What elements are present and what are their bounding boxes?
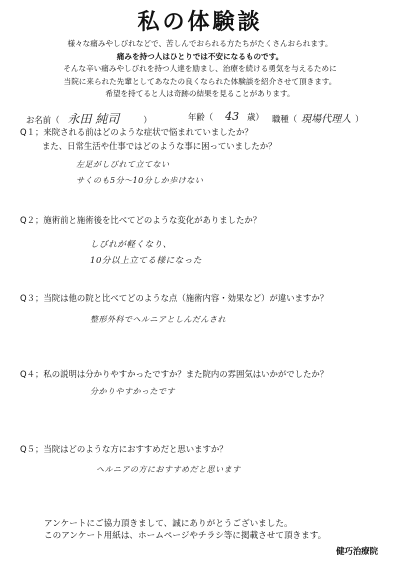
name-field xyxy=(26,110,152,127)
name-close: ） xyxy=(143,115,152,125)
answer-line: 10分以上立てる様になった xyxy=(90,256,202,266)
intro-text xyxy=(20,38,380,101)
question-5 xyxy=(20,443,228,457)
answer-line: 左足がしびれて立てない xyxy=(76,160,170,169)
footer-line: このアンケート用紙は、ホームページやチラシ等に掲載させて頂きます。 xyxy=(44,531,327,541)
job-value: 現場代理人 xyxy=(301,114,352,125)
question-text: 当院はどのような方におすすめだと思いますか？ xyxy=(43,444,228,454)
answer-line: 整形外科でヘルニアとしんだんされ xyxy=(90,315,226,324)
answer-2 xyxy=(90,237,202,269)
question-number: Q３； xyxy=(20,293,44,303)
name-label: お名前（ xyxy=(26,115,60,125)
job-label: 職種（ xyxy=(272,114,298,124)
intro-line: 痛みを持つ人はひとりでは不安になるものです。 xyxy=(116,51,284,61)
footer-line: アンケートにご協力頂きまして、誠にありがとうございました。 xyxy=(44,519,293,529)
question-text: 施術前と施術後を比べてどのような変化がありましたか？ xyxy=(43,215,262,225)
question-1 xyxy=(20,126,277,153)
question-text: 私の説明は分かりやすかったですか？また院内の雰囲気はいかがでしたか？ xyxy=(43,369,329,379)
answer-1 xyxy=(76,157,203,189)
job-close: ） xyxy=(355,114,364,124)
question-number: Q４； xyxy=(20,369,44,379)
intro-line: 希望を持てると人は奇跡の結果を見ることがあります。 xyxy=(105,89,295,99)
answer-line: しびれが軽くなり、 xyxy=(90,240,172,250)
question-number: Q２； xyxy=(20,215,44,225)
job-field xyxy=(272,110,364,125)
question-text: 来院される前はどのような症状で悩まれていましたか？ xyxy=(43,127,253,137)
answer-5 xyxy=(96,462,241,478)
footer-text xyxy=(44,518,326,542)
intro-line: そんな辛い痛みやしびれを持つ人達を励まし、治療を続ける勇気を与えるために xyxy=(63,64,337,74)
age-value: 43 xyxy=(225,110,240,123)
age-field xyxy=(188,110,264,123)
question-number: Q５； xyxy=(20,444,44,454)
age-unit: 歳） xyxy=(247,112,264,122)
page-title: 私の体験談 xyxy=(137,10,263,35)
question-number: Q１； xyxy=(20,127,44,137)
clinic-name: 健巧治療院 xyxy=(336,546,378,556)
question-4 xyxy=(20,368,328,382)
answer-line: サくのも5分～10分しか歩けない xyxy=(76,176,204,185)
answer-line: 分かりやすかったです xyxy=(90,387,175,396)
intro-line: 様々な痛みやしびれなどで、苦しんでおられる方たちがたくさんおられます。 xyxy=(67,39,333,48)
intro-line: 当院に来られた先輩としてあなたの良くなられた体験談を紹介させて頂きます。 xyxy=(63,76,337,86)
answer-3 xyxy=(90,312,226,328)
question-3 xyxy=(20,292,328,306)
name-value: 永田 純司 xyxy=(67,112,120,126)
question-text: 当院は他の院と比べてどのような点（施術内容・効果など）が違いますか？ xyxy=(43,293,329,303)
answer-4 xyxy=(90,384,175,400)
answer-line: ヘルニアの方におすすめだと思います xyxy=(96,465,241,474)
question-text: また、日常生活や仕事ではどのような事に困っていましたか？ xyxy=(42,140,277,151)
question-2 xyxy=(20,214,261,228)
age-label: 年齢（ xyxy=(188,112,214,122)
